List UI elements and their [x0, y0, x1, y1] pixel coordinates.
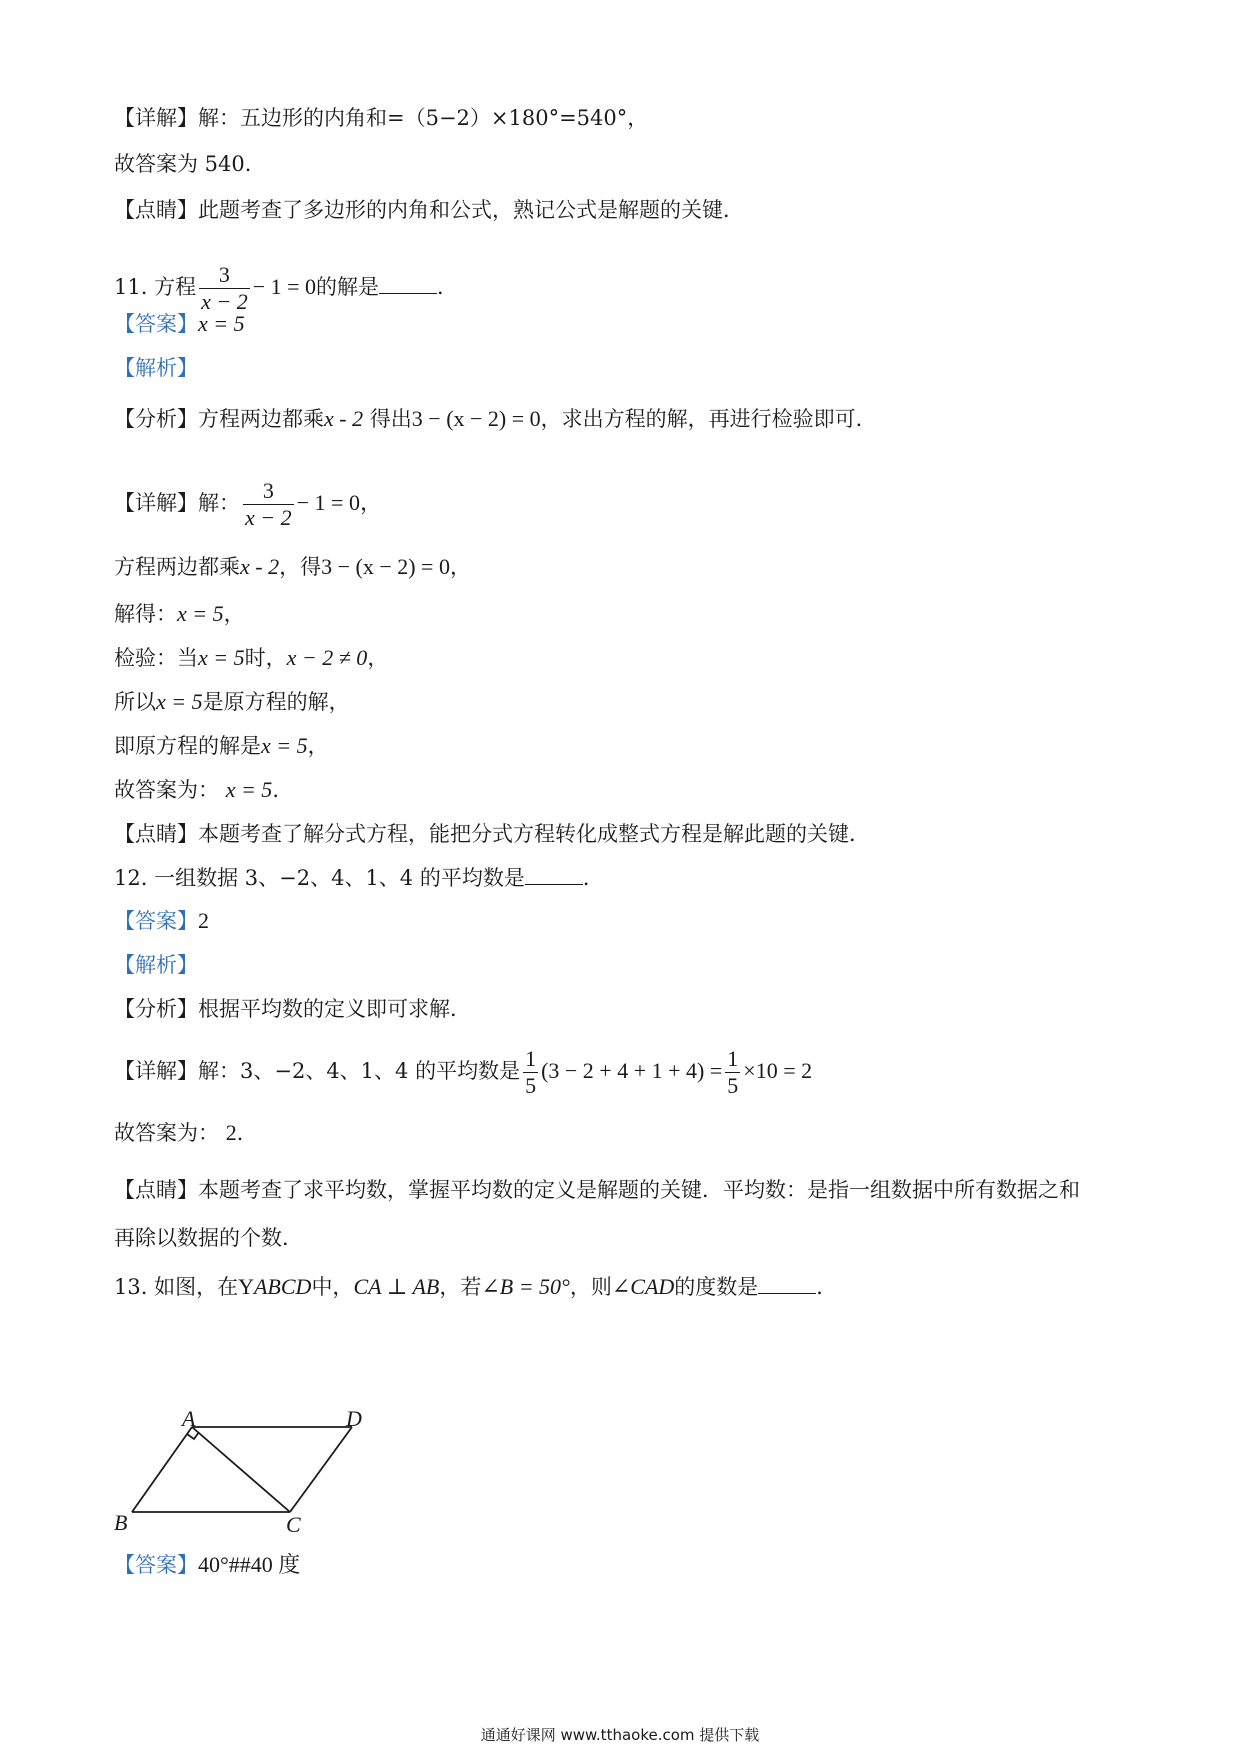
q13-answer-value: 40°##40 度 [198, 1552, 301, 1577]
q11-step1-a: 方程两边都乘 [114, 555, 240, 579]
q13-stem [114, 1272, 837, 1302]
q11-stem-prefix: 方程 [154, 275, 197, 299]
q12-stem [114, 863, 604, 893]
q11-step4 [114, 687, 350, 717]
q11-detail [114, 478, 382, 531]
q12-reason-text: 根据平均数的定义即可求解． [198, 997, 471, 1021]
parallelogram-symbol: Y [238, 1274, 254, 1299]
tag-answer: 【答案】 [114, 1553, 198, 1577]
tag-answer: 【答案】 [114, 909, 198, 933]
q11-step3-c: ， [367, 646, 389, 670]
q11-step2-b: ， [223, 602, 245, 626]
q11-reason-eq: 3 − (x − 2) = 0 [411, 406, 541, 431]
q11-step1-b: x - 2 [240, 554, 280, 579]
q13-stem-e: 的度数是 [674, 1275, 759, 1299]
q11-reasoning [114, 404, 877, 434]
q13-stem-b: 中， [311, 1275, 354, 1299]
q11-detail-fraction [243, 478, 294, 531]
q12-answer [114, 906, 209, 936]
tag-reasoning: 【分析】 [114, 407, 198, 431]
segment-ba [132, 1427, 192, 1512]
q11-step1-d: ， [449, 555, 471, 579]
q11-step3-eq2: x − 2 ≠ 0 [286, 645, 368, 670]
q12-comment-1-text: 本题考查了求平均数，掌握平均数的定义是解题的关键．平均数：是指一组数据中所有数据之和 [198, 1178, 1080, 1202]
q11-fraction [199, 262, 250, 315]
q12-comment-1 [114, 1175, 1080, 1205]
q11-step6-eq: x = 5 [225, 777, 273, 802]
q12-period: ． [582, 866, 604, 890]
q11-step2-a: 解得： [114, 602, 177, 626]
q11-answer-value: x = 5 [198, 311, 245, 336]
fraction-numerator: 3 [243, 478, 294, 505]
q11-step3-eq: x = 5 [198, 645, 245, 670]
q12-fraction-1 [523, 1046, 538, 1099]
q12-result-b: ． [236, 1121, 258, 1145]
question-number: 11. [114, 275, 148, 299]
q12-stem-text: 一组数据 3、−2、4、1、4 的平均数是 [154, 866, 525, 890]
q11-step3 [114, 643, 388, 673]
question-number: 13. [114, 1275, 148, 1299]
tag-detail: 【详解】 [114, 491, 198, 515]
q12-detail-a: 解：3、−2、4、1、4 的平均数是 [198, 1059, 521, 1083]
q10-comment-text: 此题考查了多边形的内角和公式，熟记公式是解题的关键． [198, 198, 744, 222]
segment-ac [192, 1427, 290, 1512]
q11-detail-prefix: 解： [198, 491, 240, 515]
q12-detail-paren: (3 − 2 + 4 + 1 + 4) = [541, 1058, 723, 1083]
q11-step6-b: . [272, 778, 279, 802]
q11-step5-a: 即原方程的解是 [114, 734, 261, 758]
tag-answer: 【答案】 [114, 312, 198, 336]
q13-stem-perp: CA ⊥ AB [353, 1274, 440, 1299]
q11-step6 [114, 775, 279, 805]
answer-blank [758, 1273, 816, 1294]
q11-step5-eq: x = 5 [261, 733, 308, 758]
q13-answer [114, 1550, 300, 1580]
q12-answer-value: 2 [198, 908, 209, 933]
q12-detail [114, 1046, 812, 1099]
page-footer: 通通好课网 www.tthaoke.com 提供下载 [480, 1726, 760, 1744]
tag-analysis: 【解析】 [114, 356, 198, 380]
q11-step4-eq: x = 5 [156, 689, 203, 714]
q11-step4-a: 所以 [114, 690, 156, 714]
tag-comment: 【点睛】 [114, 1178, 198, 1202]
fraction-denominator: x − 2 [201, 289, 248, 314]
q11-stem-suffix: 的解是 [316, 275, 380, 299]
q11-step5-b: ， [307, 734, 329, 758]
q11-step3-a: 检验：当 [114, 646, 198, 670]
tag-reasoning: 【分析】 [114, 997, 198, 1021]
q11-reason-d: ，求出方程的解，再进行检验即可． [540, 407, 877, 431]
q11-comment [114, 819, 870, 849]
answer-blank [379, 273, 437, 294]
q10-detail [114, 103, 648, 133]
q11-reason-c: 得出 [369, 407, 412, 431]
q12-reasoning [114, 994, 471, 1024]
q11-detail-tail: − 1 = 0， [296, 490, 382, 515]
q11-answer [114, 309, 245, 339]
q13-stem-c: ，若 [439, 1275, 482, 1299]
fraction-numerator: 1 [727, 1046, 739, 1071]
tag-analysis: 【解析】 [114, 953, 198, 977]
q13-stem-d: ，则 [569, 1275, 612, 1299]
q11-step2 [114, 599, 245, 629]
q11-comment-text: 本题考查了解分式方程，能把分式方程转化成整式方程是解此题的关键． [198, 822, 870, 846]
label-b: B [114, 1510, 128, 1535]
q11-step1-eq: 3 − (x − 2) = 0 [321, 554, 450, 579]
answer-blank [525, 864, 583, 885]
label-d: D [346, 1410, 362, 1431]
q12-result-a: 故答案为： [114, 1121, 219, 1145]
q11-step5 [114, 731, 329, 761]
parallelogram-figure [110, 1410, 380, 1535]
q11-step4-b: 是原方程的解， [202, 690, 350, 714]
q13-stem-a: 如图，在 [154, 1275, 239, 1299]
question-number: 12. [114, 866, 148, 890]
fraction-denominator: 5 [525, 1073, 537, 1098]
q11-step2-eq: x = 5 [177, 601, 224, 626]
q11-reason-a: 方程两边都乘 [198, 407, 324, 431]
tag-detail: 【详解】 [114, 1059, 198, 1083]
q12-analysis-heading [114, 950, 198, 980]
q12-result-val: 2 [225, 1120, 237, 1145]
tag-comment: 【点睛】 [114, 822, 198, 846]
fraction-denominator: x − 2 [245, 505, 292, 530]
q11-step6-a: 故答案为： [114, 778, 219, 802]
fraction-numerator: 3 [199, 262, 250, 289]
q11-step3-b: 时， [244, 646, 287, 670]
tag-comment: 【点睛】 [114, 198, 198, 222]
q12-result [114, 1118, 258, 1148]
q11-step1-c: ，得 [279, 555, 322, 579]
q13-stem-abcd: ABCD [253, 1274, 312, 1299]
q11-eq-tail: − 1 = 0 [252, 274, 317, 299]
q11-period: ． [437, 275, 459, 299]
q11-stem [114, 262, 458, 315]
q11-step1 [114, 552, 471, 582]
q13-stem-cad: ∠CAD [611, 1274, 675, 1299]
q13-period: ． [816, 1275, 838, 1299]
q12-detail-tail: ×10 = 2 [743, 1058, 813, 1083]
fraction-numerator: 1 [525, 1046, 537, 1071]
q12-comment-2: 再除以数据的个数． [114, 1226, 303, 1250]
q10-result: 故答案为 540． [114, 152, 266, 176]
q13-stem-angle: ∠B = 50° [481, 1274, 570, 1299]
q10-comment [114, 195, 744, 225]
segment-dc [290, 1427, 352, 1512]
q11-reason-b: x - 2 [324, 406, 364, 431]
q11-analysis-heading [114, 353, 198, 383]
label-a: A [182, 1410, 196, 1431]
label-c: C [286, 1512, 301, 1535]
fraction-denominator: 5 [727, 1073, 739, 1098]
q12-fraction-2 [725, 1046, 740, 1099]
tag-detail: 【详解】 [114, 106, 198, 130]
q10-detail-text: 解：五边形的内角和=（5−2）×180°=540°， [198, 106, 649, 130]
